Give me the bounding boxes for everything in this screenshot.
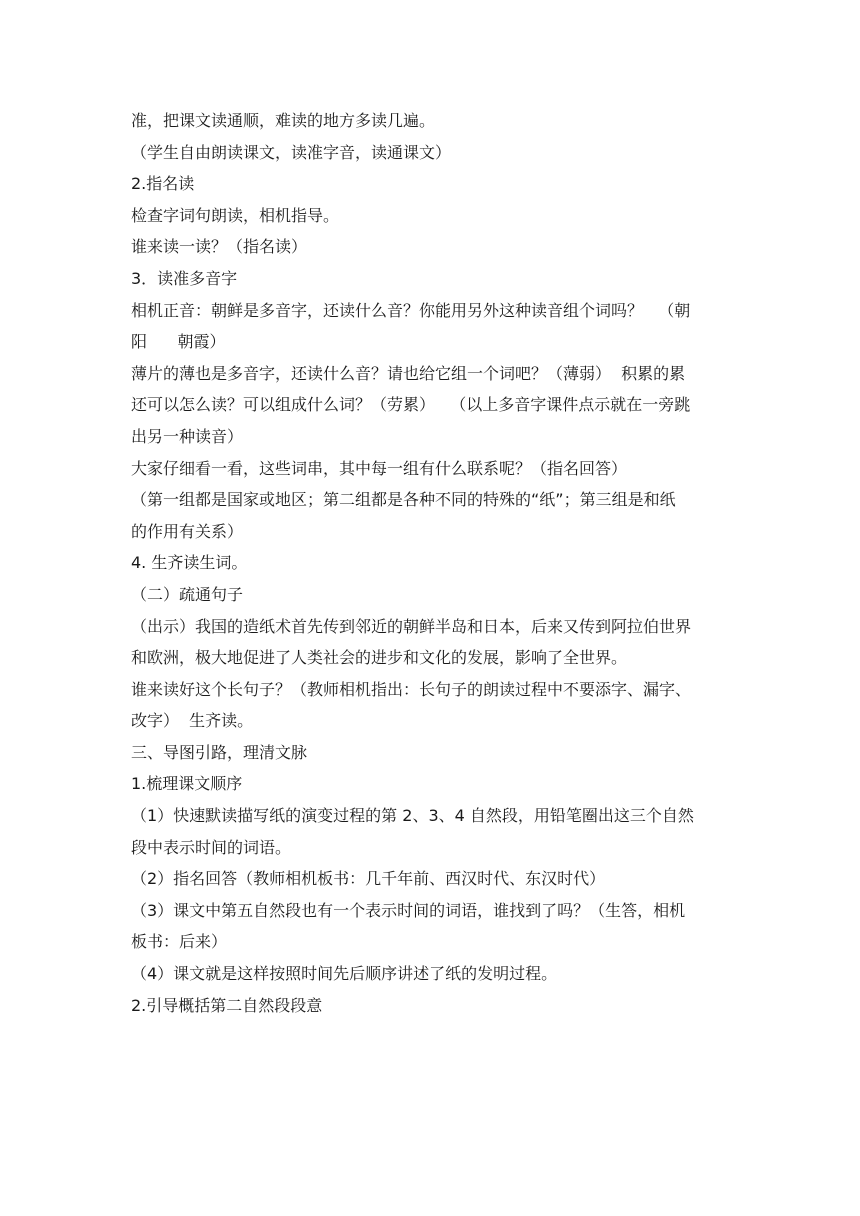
text-line: 准，把课文读通顺，难读的地方多读几遍。 [131, 111, 436, 130]
text-line: 阳 朝霞） [131, 332, 226, 352]
text-line: 薄片的薄也是多音字，还读什么音？请也给它组一个词吧？（薄弱） 积累的累 [131, 363, 686, 383]
text-line: 谁来读一读？（指名读） [131, 237, 308, 257]
text-line: （3）课文中第五自然段也有一个表示时间的词语，谁找到了吗？（生答，相机 [131, 900, 686, 920]
text-line: 3．读准多音字 [131, 268, 238, 288]
text-line: 检查字词句朗读，相机指导。 [131, 205, 340, 225]
text-line: 2.引导概括第二自然段段意 [131, 995, 323, 1015]
text-line: 三、导图引路，理清文脉 [131, 742, 308, 762]
text-line: （1）快速默读描写纸的演变过程的第 2、3、4 自然段，用铅笔圈出这三个自然 [131, 806, 694, 826]
text-line: 大家仔细看一看，这些词串，其中每一组有什么联系呢？（指名回答） [131, 458, 628, 478]
text-line: （4）课文就是这样按照时间先后顺序讲述了纸的发明过程。 [131, 964, 558, 984]
text-line: 还可以怎么读？可以组成什么词？（劳累） （以上多音字课件点示就在一旁跳 [131, 395, 691, 415]
text-line: 段中表示时间的词语。 [131, 837, 292, 857]
document-body [131, 105, 739, 1021]
text-line: 的作用有关系） [131, 521, 244, 541]
text-line: 4. 生齐读生词。 [131, 553, 248, 573]
text-line: （2）指名回答（教师相机板书：几千年前、西汉时代、东汉时代） [131, 869, 606, 889]
text-line: （出示）我国的造纸术首先传到邻近的朝鲜半岛和日本，后来又传到阿拉伯世界 [131, 616, 692, 636]
text-line: （二）疏通句子 [131, 584, 244, 604]
text-line: 1.梳理课文顺序 [131, 774, 243, 794]
text-line: （学生自由朗读课文，读准字音，读通课文） [131, 142, 452, 162]
text-line: 相机正音：朝鲜是多音字，还读什么音？你能用另外这种读音组个词吗？ （朝 [131, 300, 691, 320]
text-line: 谁来读好这个长句子？（教师相机指出：长句子的朗读过程中不要添字、漏字、 [131, 679, 692, 699]
text-line: 改字） 生齐读。 [131, 711, 254, 731]
text-line: 板书：后来） [131, 932, 228, 952]
text-line: 和欧洲，极大地促进了人类社会的进步和文化的发展，影响了全世界。 [131, 648, 628, 668]
text-line: 2.指名读 [131, 174, 195, 194]
text-line: 出另一种读音） [131, 426, 244, 446]
text-line: （第一组都是国家或地区；第二组都是各种不同的特殊的“纸”；第三组是和纸 [131, 490, 676, 510]
